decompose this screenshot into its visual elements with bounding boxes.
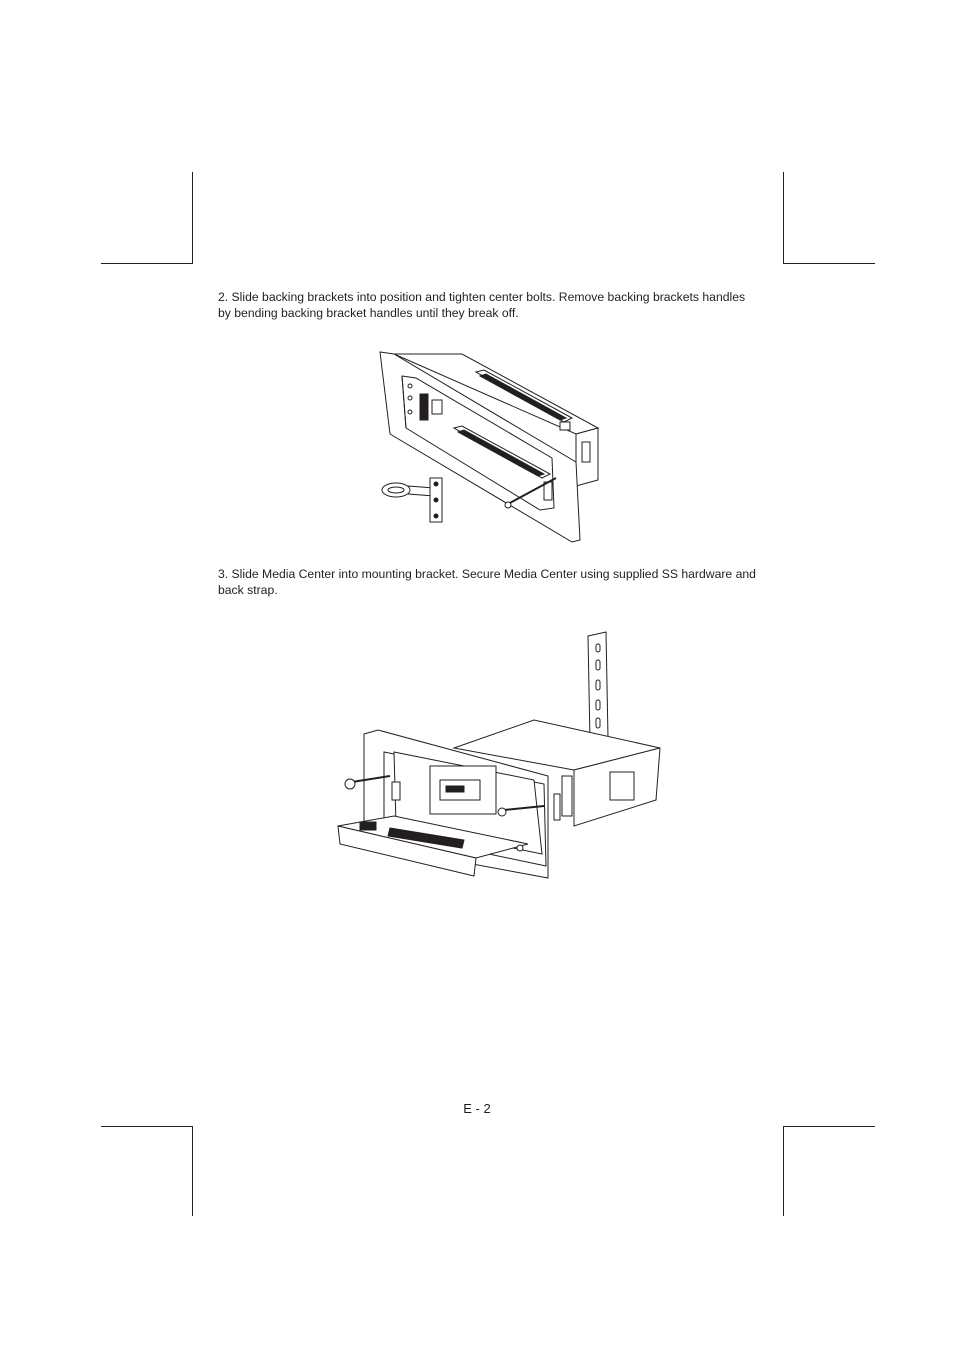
crop-mark-top-left-horizontal: [101, 263, 193, 264]
crop-mark-bottom-right-vertical: [783, 1126, 784, 1216]
crop-mark-top-right-horizontal: [783, 263, 875, 264]
step-2-instruction: 2. Slide backing brackets into position and tighten center bolts. Remove backing brackets handles by bending backing bracket handles until they break off.: [218, 290, 746, 320]
crop-mark-bottom-right-horizontal: [783, 1126, 875, 1127]
crop-mark-bottom-left-horizontal: [101, 1126, 193, 1127]
crop-mark-top-left-vertical: [192, 172, 193, 263]
crop-mark-top-right-vertical: [783, 172, 784, 263]
page-number: E - 2: [463, 1101, 491, 1116]
mounting-bracket-illustration: [376, 350, 606, 542]
crop-mark-bottom-left-vertical: [192, 1126, 193, 1216]
media-center-installation-illustration: [334, 630, 664, 892]
step-3-instruction: 3. Slide Media Center into mounting bracket. Secure Media Center using supplied SS hardware and back strap.: [218, 567, 756, 597]
